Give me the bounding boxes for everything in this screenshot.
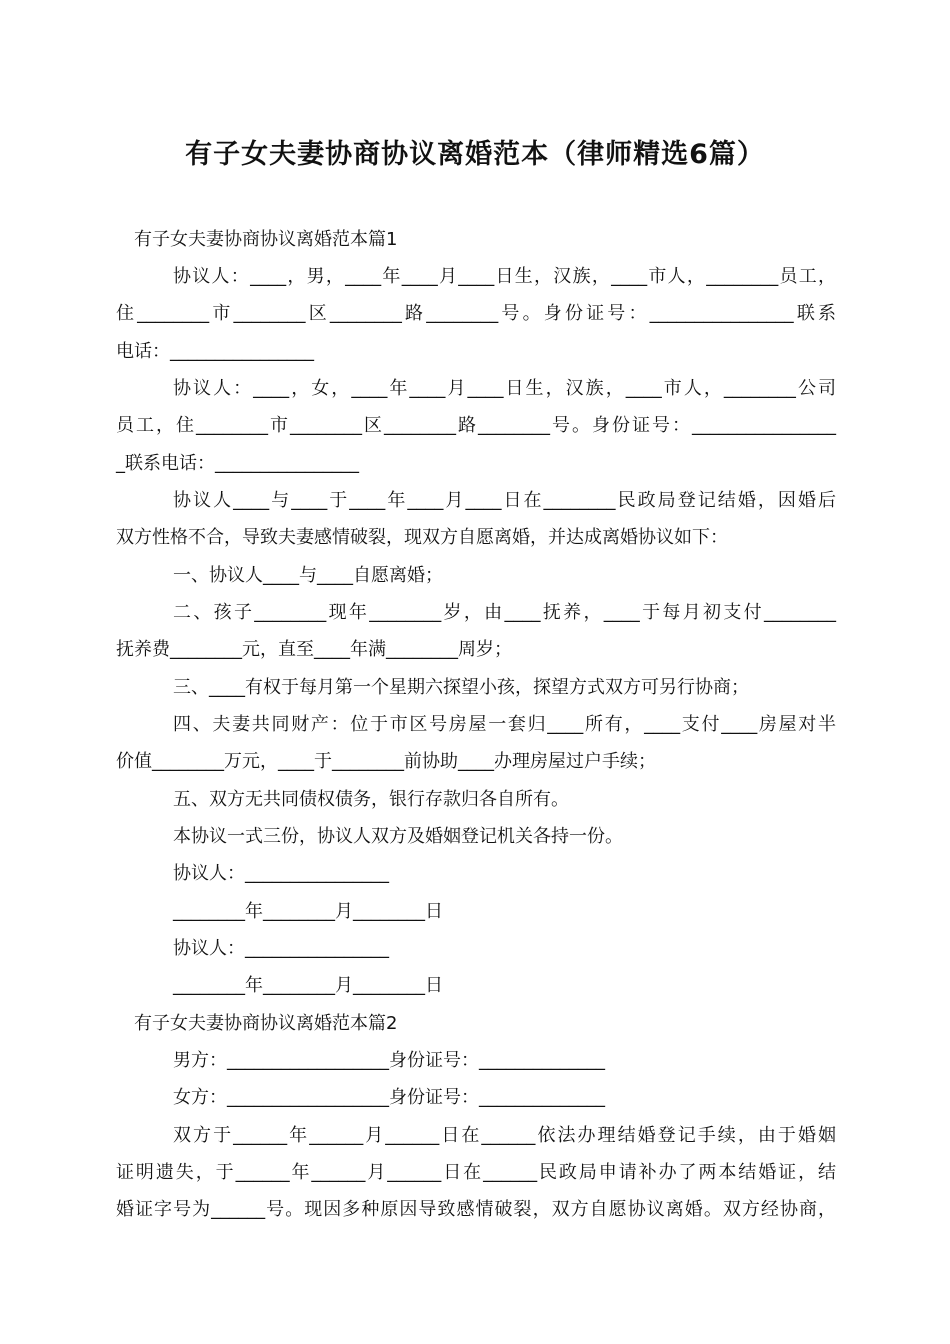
- section-heading-1: 有子女夫妻协商协议离婚范本篇1: [134, 229, 398, 250]
- document-title: 有子女夫妻协商协议离婚范本（律师精选6篇）: [185, 139, 765, 170]
- text-line: _联系电话：________________: [116, 453, 359, 474]
- signature-line: 协议人：________________: [173, 938, 389, 959]
- clause-1: 一、协议人____与____自愿离婚；: [173, 565, 443, 586]
- text-line: 电话：________________: [116, 341, 314, 362]
- clause-5: 五、双方无共同债权债务，银行存款归各自所有。: [173, 789, 569, 810]
- signature-line: 协议人：________________: [173, 863, 389, 884]
- text-line: 住________市________区________路________号。身份证号：________________联系: [116, 303, 836, 324]
- text-line: 本协议一式三份，协议人双方及婚姻登记机关各持一份。: [173, 826, 623, 847]
- text-line: 证明遗失，于______年______月______日在______民政局申请补办了两本结婚证，结: [116, 1162, 836, 1183]
- text-line: 协议人：____，女，____年____月____日生，汉族，____市人，________公司: [173, 378, 836, 399]
- text-line: 抚养费________元，直至____年满________周岁；: [116, 639, 512, 660]
- text-line: 员工，住________市________区________路________号。身份证号：________________: [116, 415, 836, 436]
- clause-2: 二、孩子________现年________岁，由____抚养，____于每月初支付________: [173, 602, 836, 623]
- text-line: 婚证字号为______号。现因多种原因导致感情破裂，双方自愿协议离婚。双方经协商，: [116, 1199, 836, 1220]
- text-line: 男方：__________________身份证号：______________: [173, 1050, 605, 1071]
- text-line: 女方：__________________身份证号：______________: [173, 1087, 605, 1108]
- text-line: 协议人____与____于____年____月____日在________民政局登记结婚，因婚后: [173, 490, 836, 511]
- clause-3: 三、____有权于每月第一个星期六探望小孩，探望方式双方可另行协商；: [173, 677, 749, 698]
- text-line: 双方性格不合，导致夫妻感情破裂，现双方自愿离婚，并达成离婚协议如下：: [116, 527, 728, 548]
- date-line: ________年________月________日: [173, 975, 443, 996]
- text-line: 双方于______年______月______日在______依法办理结婚登记手续，由于婚姻: [173, 1125, 836, 1146]
- clause-4: 四、夫妻共同财产：位于市区号房屋一套归____所有，____支付____房屋对半: [173, 714, 836, 735]
- section-heading-2: 有子女夫妻协商协议离婚范本篇2: [134, 1013, 398, 1034]
- text-line: 协议人：____，男，____年____月____日生，汉族，____市人，________员工，: [173, 266, 836, 287]
- date-line: ________年________月________日: [173, 901, 443, 922]
- text-line: 价值________万元，____于________前协助____办理房屋过户手续；: [116, 751, 656, 772]
